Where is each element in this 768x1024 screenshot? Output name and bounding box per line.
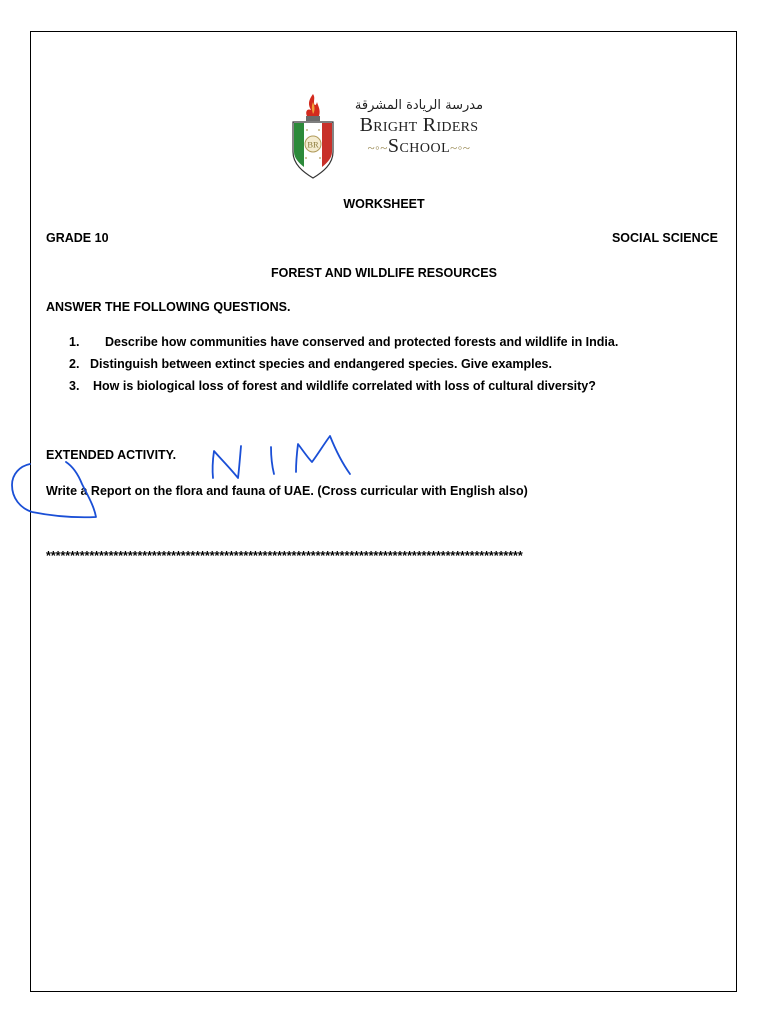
list-item [46,377,618,399]
questions-list [46,333,618,399]
question-text: Describe how communities have conserved and protected forests and wildlife in India. [105,335,619,349]
school-name-line1: Bright Riders [359,114,479,136]
list-item [46,333,618,355]
extended-activity-task: Write a Report on the flora and fauna of UAE. (Cross curricular with English also) [46,484,528,498]
school-name-line2-wrap [349,136,489,158]
school-name [349,98,489,158]
topic-title: FOREST AND WILDLIFE RESOURCES [271,266,497,280]
question-text: How is biological loss of forest and wildlife correlated with loss of cultural diversity? [93,379,596,393]
torch-shield-emblem-icon [293,94,333,178]
separator-line: *************************************************************************************************** [46,549,523,563]
question-number: 1. [69,335,80,349]
list-item [46,355,618,377]
question-number: 3. [69,379,80,393]
grade-label: GRADE 10 [46,231,109,245]
school-name-arabic: مدرسة الريادة المشرقة [354,98,484,113]
left-swirl-icon: ~◦~ [367,140,388,155]
logo-monogram: BR [307,139,319,150]
extended-activity-heading: EXTENDED ACTIVITY. [46,448,177,462]
question-number: 2. [69,357,80,371]
instructions-heading: ANSWER THE FOLLOWING QUESTIONS. [46,300,291,314]
subject-label: SOCIAL SCIENCE [611,231,718,245]
right-swirl-icon: ~◦~ [450,140,471,155]
school-name-line2: School [387,135,451,157]
worksheet-title: WORKSHEET [343,197,425,211]
handwriting-text: NIM [0,0,2,1]
question-text: Distinguish between extinct species and endangered species. Give examples. [90,357,552,371]
